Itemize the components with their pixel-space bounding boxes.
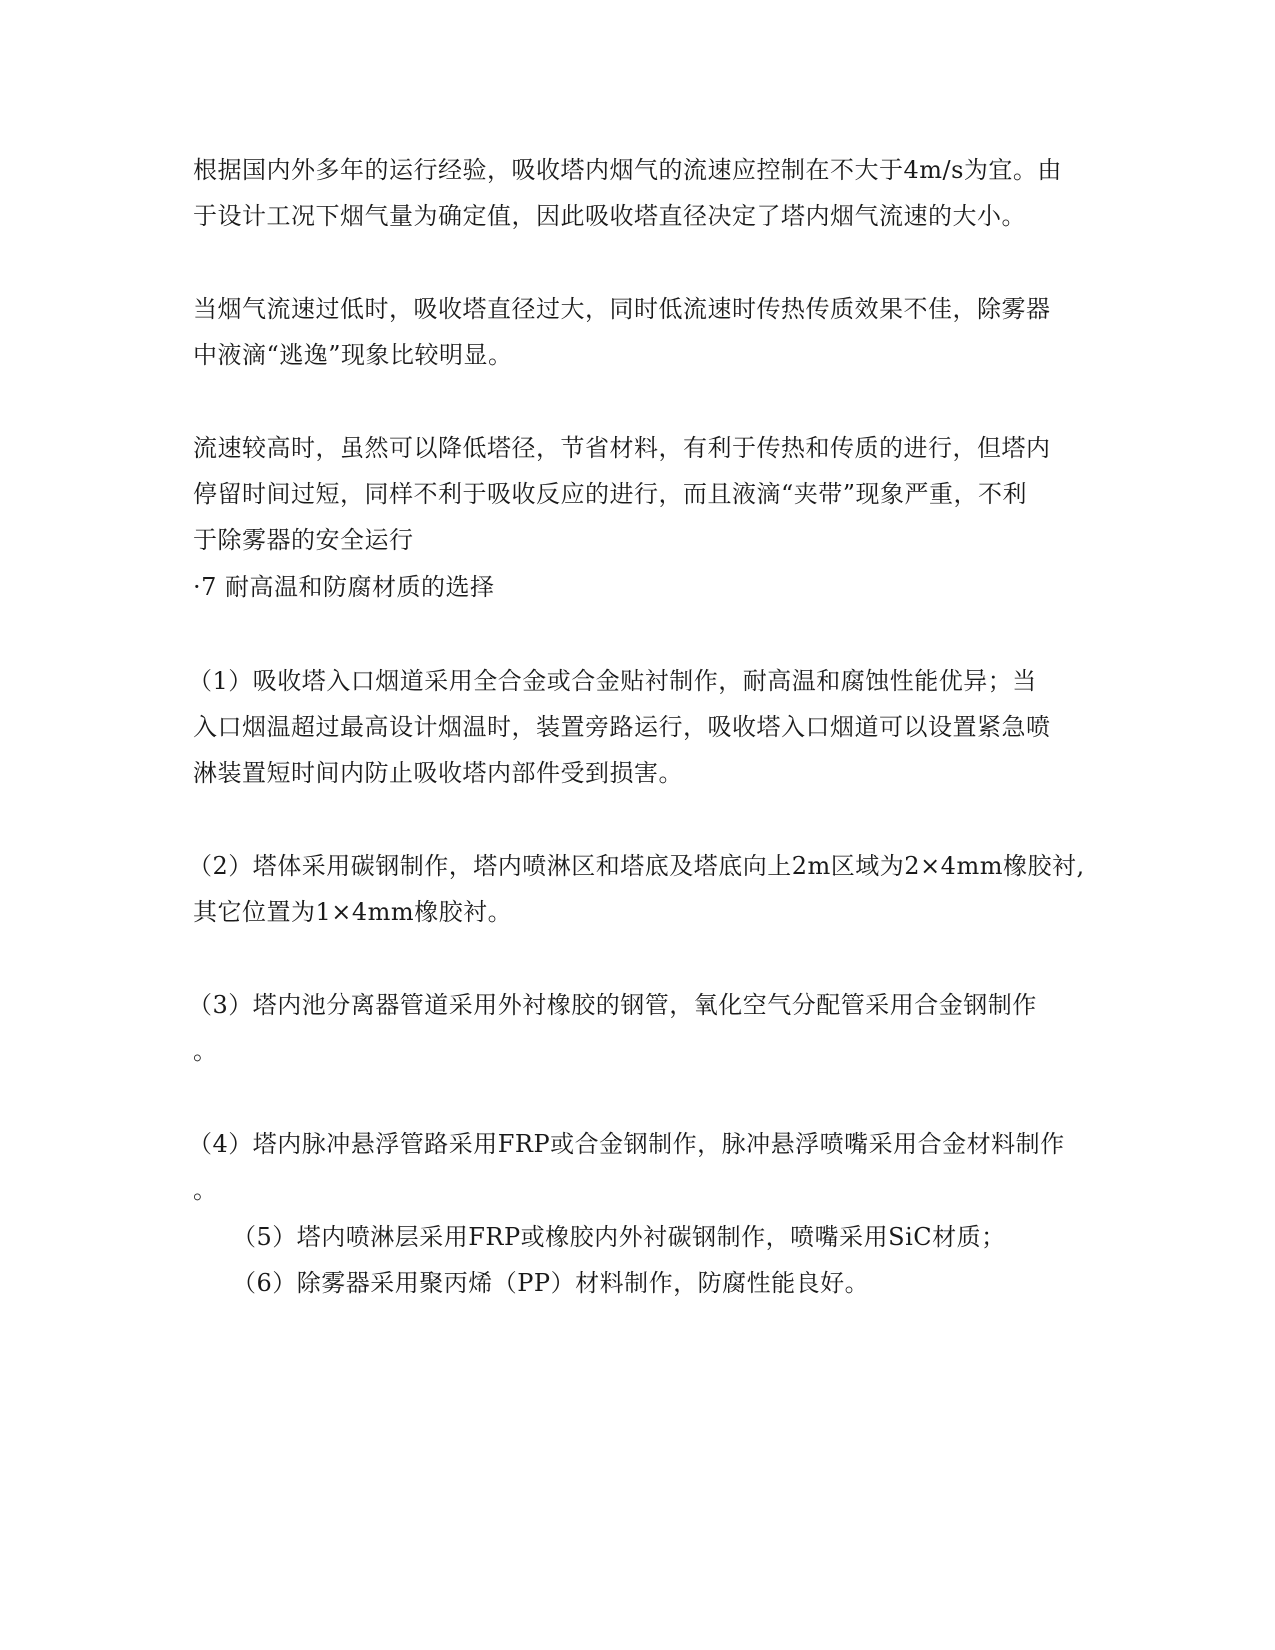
item-5: （5）塔内喷淋层采用FRP或橡胶内外衬碳钢制作，喷嘴采用SiC材质； [232,1223,1006,1251]
item-2-line-1: （2）塔体采用碳钢制作，塔内喷淋区和塔底及塔底向上2m区域为2×4mm橡胶衬, [188,852,1085,880]
paragraph-2-line-2: 中液滴“逃逸”现象比较明显。 [193,341,513,369]
item-6: （6）除雾器采用聚丙烯（PP）材料制作，防腐性能良好。 [232,1269,870,1297]
item-3-line-1: （3）塔内池分离器管道采用外衬橡胶的钢管，氧化空气分配管采用合金钢制作 [188,991,1037,1019]
section-heading: ·7 耐高温和防腐材质的选择 [193,573,495,601]
paragraph-1-line-2: 于设计工况下烟气量为确定值，因此吸收塔直径决定了塔内烟气流速的大小。 [193,202,1026,230]
item-1-line-3: 淋装置短时间内防止吸收塔内部件受到损害。 [193,759,683,787]
paragraph-3-line-3: 于除雾器的安全运行 [193,526,414,554]
item-1-line-1: （1）吸收塔入口烟道采用全合金或合金贴衬制作，耐高温和腐蚀性能优异；当 [188,667,1037,695]
paragraph-1-line-1: 根据国内外多年的运行经验，吸收塔内烟气的流速应控制在不大于4m/s为宜。由 [193,156,1062,184]
paragraph-3-line-2: 停留时间过短，同样不利于吸收反应的进行，而且液滴“夹带”现象严重，不利 [193,480,1028,508]
item-1-line-2: 入口烟温超过最高设计烟温时，装置旁路运行，吸收塔入口烟道可以设置紧急喷 [193,713,1051,741]
item-4-line-2: 。 [193,1176,218,1204]
item-2-line-2: 其它位置为1×4mm橡胶衬。 [193,898,513,926]
item-3-line-2: 。 [193,1037,218,1065]
item-4-line-1: （4）塔内脉冲悬浮管路采用FRP或合金钢制作，脉冲悬浮喷嘴采用合金材料制作 [188,1130,1065,1158]
paragraph-2-line-1: 当烟气流速过低时，吸收塔直径过大，同时低流速时传热传质效果不佳，除雾器 [193,295,1051,323]
paragraph-3-line-1: 流速较高时，虽然可以降低塔径，节省材料，有利于传热和传质的进行，但塔内 [193,434,1051,462]
